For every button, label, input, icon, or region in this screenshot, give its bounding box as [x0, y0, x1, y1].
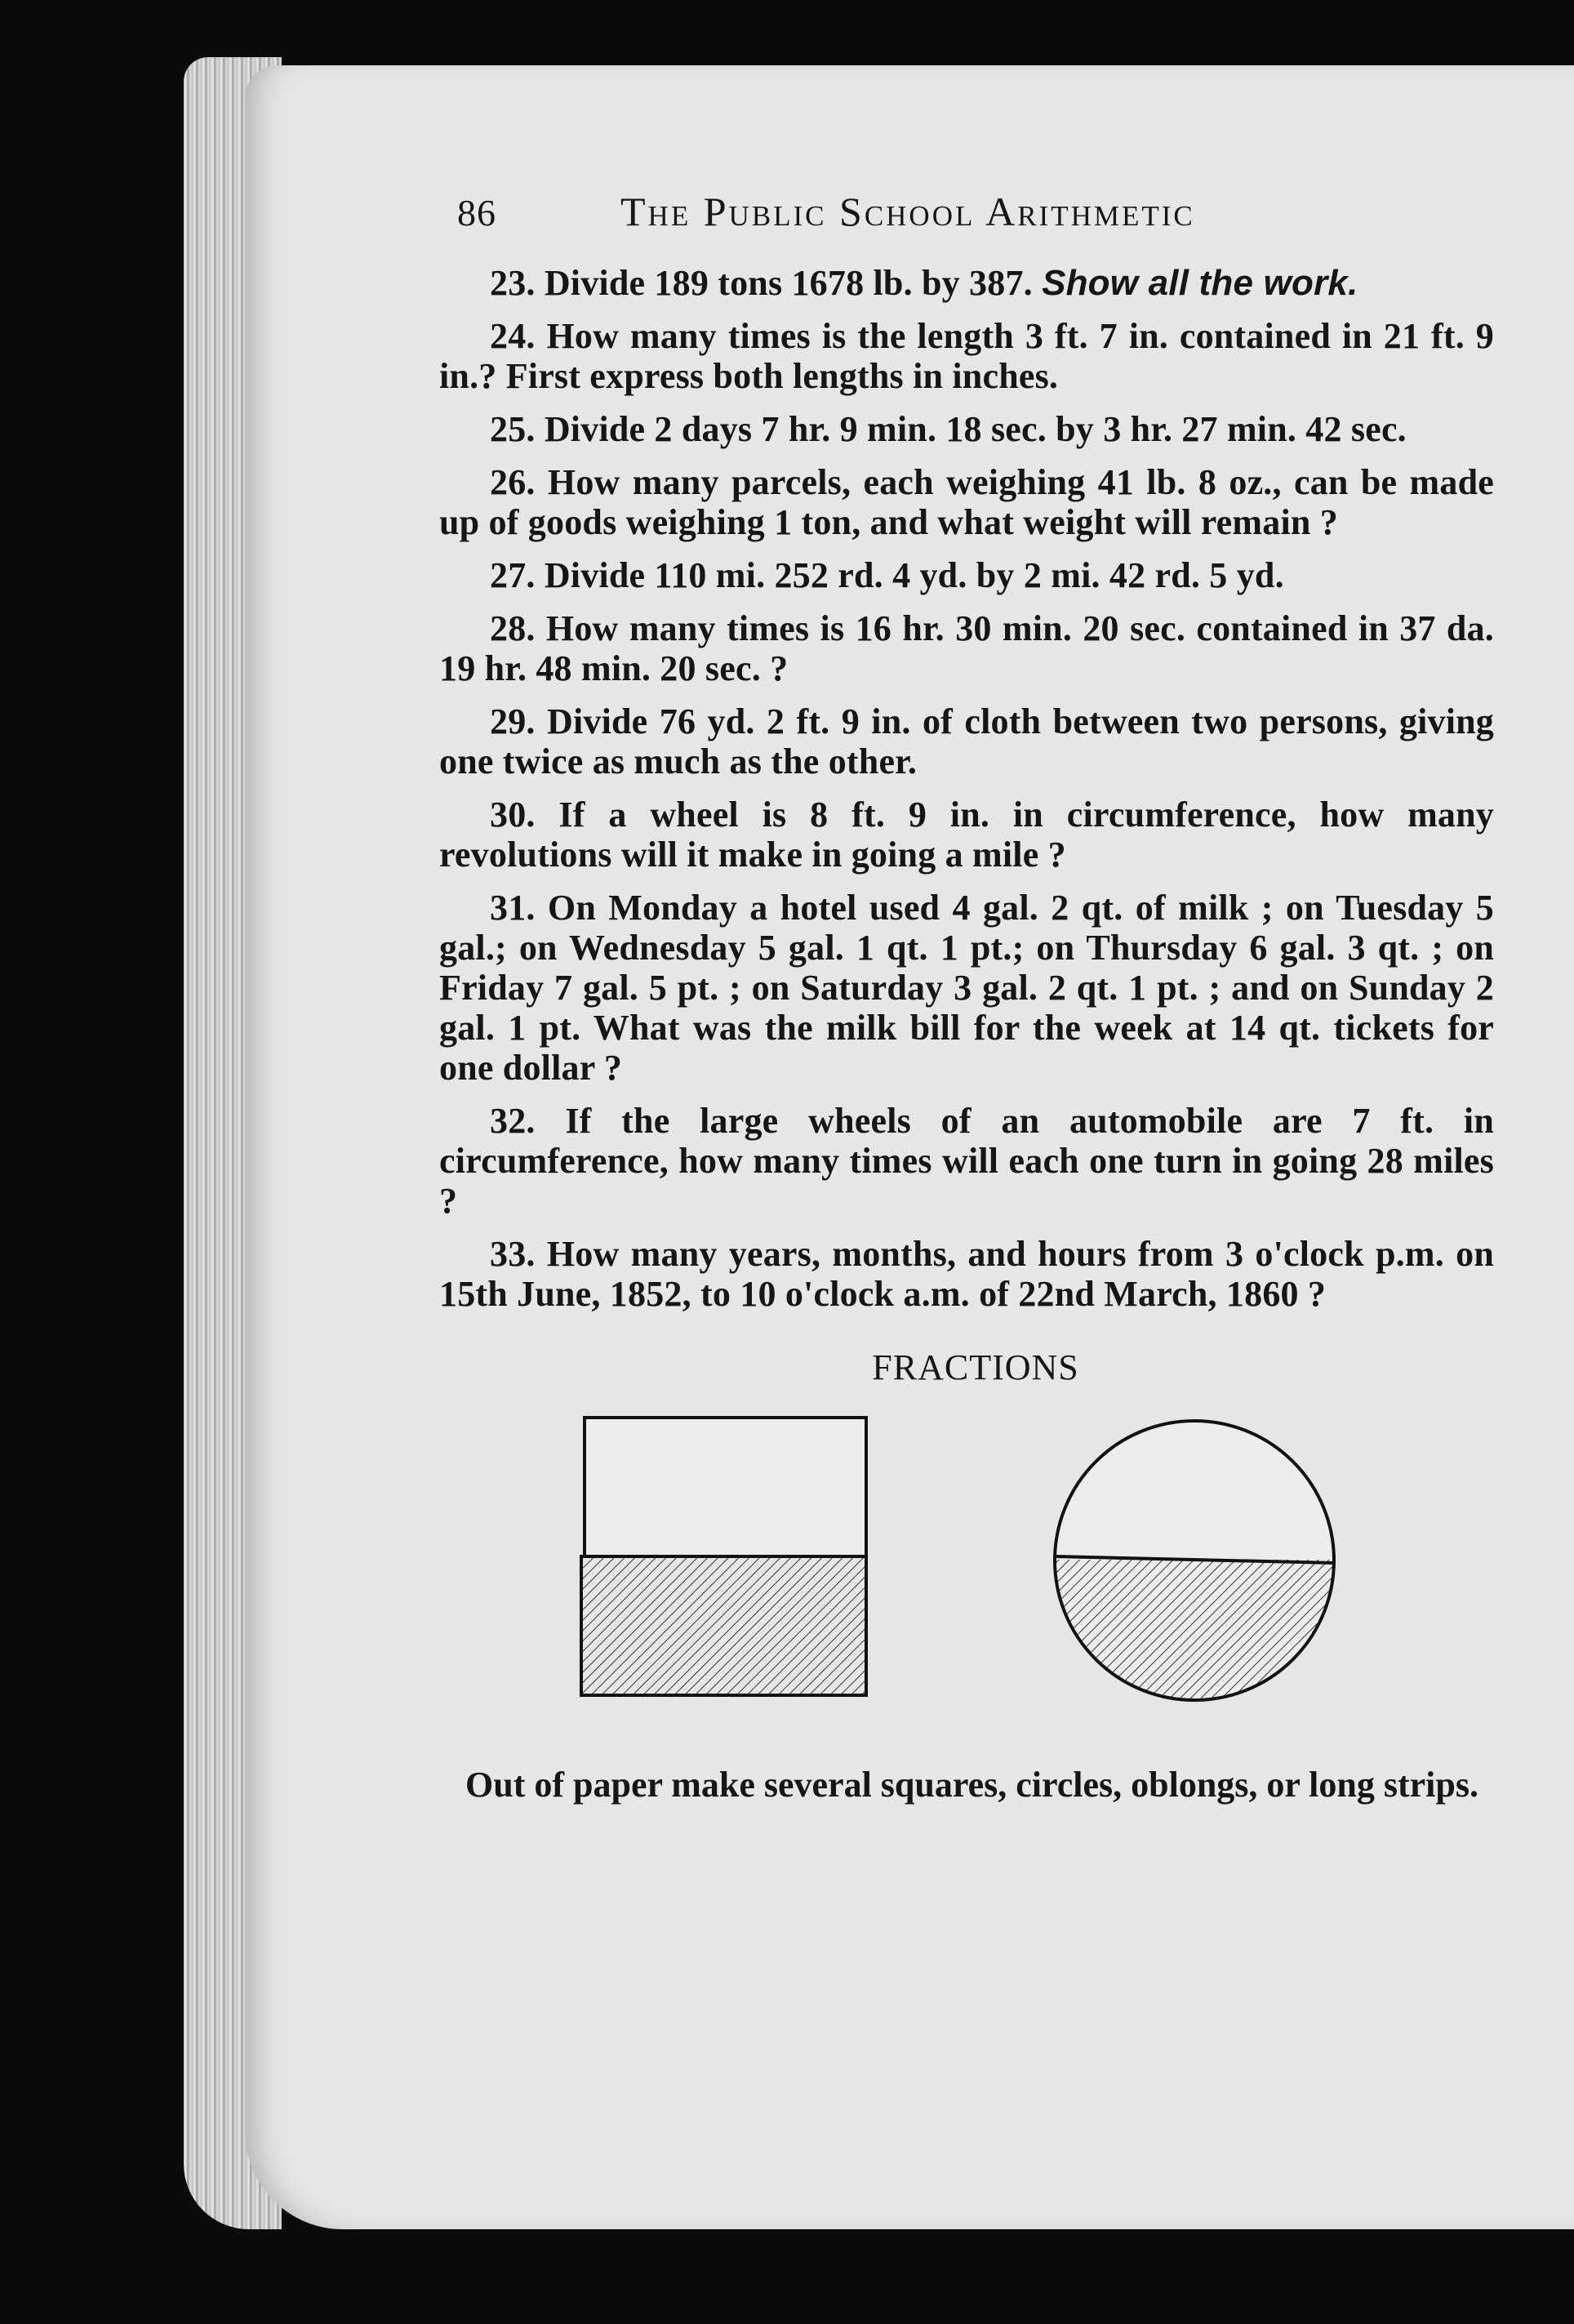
problem-text: If the large wheels of an automobile are 7 ft. in circumference, how many times will each one turn in going 28 miles ?	[439, 1101, 1495, 1221]
square-top-half	[585, 1418, 866, 1556]
problem-number: 31.	[490, 888, 536, 928]
problem-text: Divide 110 mi. 252 rd. 4 yd. by 2 mi. 42 rd. 5 yd.	[544, 555, 1284, 595]
problem-item	[439, 316, 1494, 396]
problem-text: Divide 76 yd. 2 ft. 9 in. of cloth between two persons, giving one twice as much as the other.	[439, 701, 1494, 781]
problem-text: Divide 2 days 7 hr. 9 min. 18 sec. by 3 hr. 27 min. 42 sec.	[544, 409, 1407, 449]
problem-item	[439, 409, 1494, 449]
running-title: The Public School Arithmetic	[620, 189, 1195, 234]
problem-item	[439, 462, 1494, 542]
fraction-figures	[457, 1413, 1494, 1731]
problem-item	[439, 888, 1494, 1088]
page-content	[439, 188, 1495, 1806]
problem-item	[439, 701, 1494, 781]
problem-text: How many parcels, each weighing 41 lb. 8 oz., can be made up of goods weighing 1 ton, and what weight will remain ?	[439, 462, 1494, 542]
problem-number: 26.	[490, 462, 536, 502]
problem-item	[439, 1234, 1494, 1314]
fraction-diagram	[457, 1413, 1494, 1731]
problem-text: If a wheel is 8 ft. 9 in. in circumference, how many revolutions will it make in going a mile ?	[439, 795, 1494, 875]
problem-number: 27.	[490, 555, 536, 595]
section-title: FRACTIONS	[872, 1347, 1079, 1387]
problem-number: 32.	[490, 1101, 536, 1141]
problem-text: How many years, months, and hours from 3 o'clock p.m. on 15th June, 1852, to 10 o'clock a.m. of 22nd March, 1860 ?	[439, 1234, 1494, 1314]
problem-number: 30.	[490, 795, 536, 835]
problem-number: 24.	[490, 316, 536, 356]
problem-number: 23.	[490, 263, 536, 303]
problem-text: On Monday a hotel used 4 gal. 2 qt. of milk ; on Tuesday 5 gal.; on Wednesday 5 gal. 1 qt. 1 pt.; on Thursday 6 gal. 3 qt. ; on Friday 7 gal. 5 pt. ; on Saturday 3 gal. 2 qt. 1 pt. ; and on Sunday 2 gal. 1 pt. What was the milk bill for the week at 14 qt. tickets for one dollar ?	[439, 888, 1494, 1088]
problem-text: How many times is 16 hr. 30 min. 20 sec. contained in 37 da. 19 hr. 48 min. 20 sec. ?	[439, 608, 1494, 688]
square-figure	[581, 1418, 866, 1695]
problem-number: 28.	[490, 608, 536, 648]
problem-text: How many times is the length 3 ft. 7 in. contained in 21 ft. 9 in.? First express both lengths in inches.	[439, 316, 1494, 396]
problem-item	[439, 555, 1494, 595]
problem-text: Divide 189 tons 1678 lb. by 387.	[544, 263, 1033, 303]
page-header	[457, 188, 1494, 235]
circle-figure	[1055, 1421, 1334, 1700]
page-number: 86	[457, 192, 496, 234]
problem-item	[439, 608, 1494, 688]
problem-number: 25.	[490, 409, 536, 449]
problem-number: 33.	[490, 1234, 536, 1274]
problem-item	[439, 1101, 1494, 1221]
closing-paragraph: Out of paper make several squares, circles, oblongs, or long strips.	[465, 1765, 1478, 1805]
square-bottom-half	[581, 1556, 866, 1695]
problem-list	[439, 263, 1495, 1314]
problem-emphasis: Show all the work.	[1042, 263, 1358, 303]
problem-number: 29.	[490, 701, 536, 741]
problem-item	[439, 795, 1494, 875]
problem-item	[439, 263, 1494, 303]
